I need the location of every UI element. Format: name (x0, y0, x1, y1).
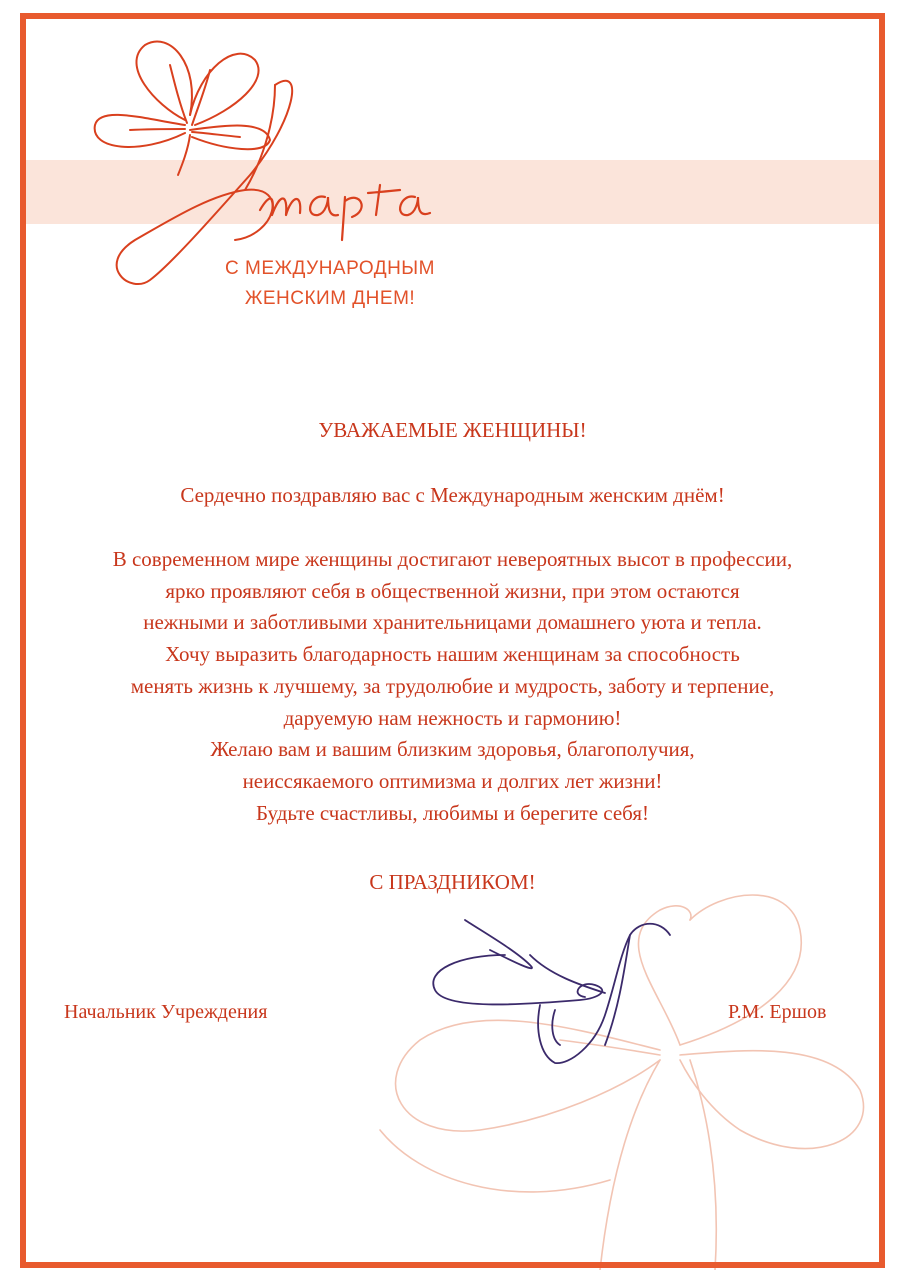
letter-closing: С ПРАЗДНИКОМ! (369, 870, 536, 894)
signer-name: Р.М. Ершов (728, 1001, 827, 1023)
body-line: Будьте счастливы, любимы и берегите себя! (255, 800, 649, 825)
greeting-line-1: С МЕЖДУНАРОДНЫМ (225, 258, 435, 279)
letter-congrats: Сердечно поздравляю вас с Международным женским днём! (180, 483, 725, 507)
body-line: Желаю вам и вашим близким здоровья, благополучия, (210, 737, 695, 762)
body-line: даруемую нам нежность и гармонию! (283, 705, 622, 730)
letter-title: УВАЖАЕМЫЕ ЖЕНЩИНЫ! (318, 418, 587, 442)
greeting-line-2: ЖЕНСКИМ ДНЕМ! (244, 288, 416, 309)
body-line: Хочу выразить благодарность нашим женщинам за способность (165, 642, 740, 667)
body-line: менять жизнь к лучшему, за трудолюбие и мудрость, заботу и терпение, (130, 673, 775, 698)
signer-position: Начальник Учреждения (64, 1001, 268, 1023)
body-line: ярко проявляют себя в общественной жизни, при этом остаются (165, 578, 740, 603)
body-line: неиссякаемого оптимизма и долгих лет жизни! (242, 768, 663, 793)
body-line: нежными и заботливыми хранительницами домашнего уюта и тепла. (143, 610, 762, 635)
card-border (20, 13, 885, 1268)
body-line: В современном мире женщины достигают невероятных высот в профессии, (112, 547, 793, 571)
